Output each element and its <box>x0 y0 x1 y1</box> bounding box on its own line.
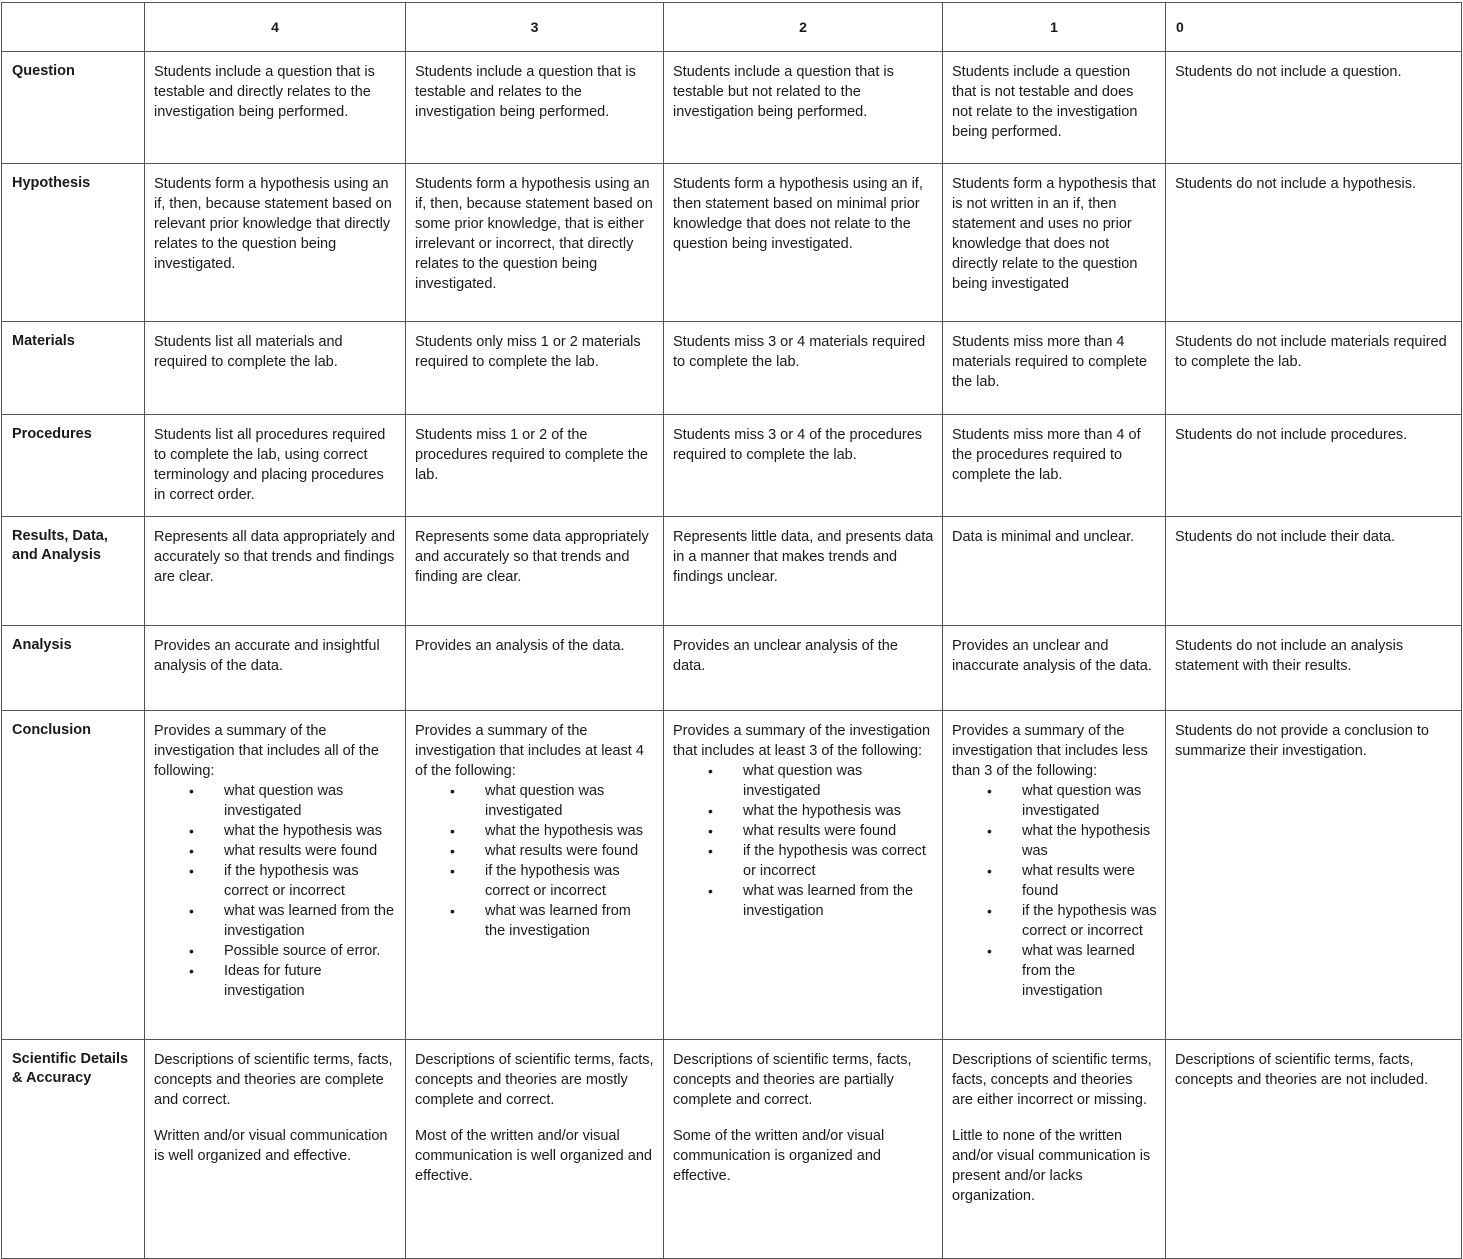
header-level-2: 2 <box>664 3 943 52</box>
scientific-communication: Most of the written and/or visual communication is well organized and effective. <box>415 1128 652 1184</box>
cell-score-0 <box>1166 711 1462 1040</box>
rubric-table <box>1 2 1462 1259</box>
list-item: • what results were found <box>1022 861 1157 901</box>
scientific-description: Descriptions of scientific terms, facts, concepts and theories are mostly complete and correct. <box>415 1052 654 1108</box>
list-item: • what results were found <box>485 841 655 861</box>
conclusion-intro: Provides a summary of the investigation that includes all of the following: <box>154 723 379 779</box>
cell-score-4: Students include a question that is testable and directly relates to the investigation being performed. <box>145 52 406 164</box>
row-label: Procedures <box>2 415 145 517</box>
cell-score-1 <box>943 1040 1166 1259</box>
cell-score-0: Students do not include materials required to complete the lab. <box>1166 322 1462 415</box>
list-item: • if the hypothesis was correct or incorrect <box>1022 901 1157 941</box>
cell-score-2: Provides an unclear analysis of the data. <box>664 626 943 711</box>
cell-score-4 <box>145 1040 406 1259</box>
scientific-communication: Written and/or visual communication is well organized and effective. <box>154 1128 388 1164</box>
list-item: • what question was investigated <box>224 781 397 821</box>
cell-score-4: Students list all procedures required to complete the lab, using correct terminology and placing procedures in correct order. <box>145 415 406 517</box>
row-label: Scientific Details & Accuracy <box>2 1040 145 1259</box>
scientific-communication: Little to none of the written and/or visual communication is present and/or lacks organization. <box>952 1128 1151 1204</box>
header-blank <box>2 3 145 52</box>
scientific-description: Descriptions of scientific terms, facts, concepts and theories are either incorrect or missing. <box>952 1052 1152 1108</box>
cell-score-1: Students form a hypothesis that is not written in an if, then statement and uses no prior knowledge that does not directly relate to the question being investigated <box>943 164 1166 322</box>
cell-score-1 <box>943 711 1166 1040</box>
conclusion-intro: Provides a summary of the investigation that includes less than 3 of the following: <box>952 723 1148 779</box>
header-level-3: 3 <box>406 3 664 52</box>
list-item: • what the hypothesis was <box>485 821 655 841</box>
conclusion-intro: Students do not provide a conclusion to summarize their investigation. <box>1175 723 1429 759</box>
cell-score-3: Students miss 1 or 2 of the procedures required to complete the lab. <box>406 415 664 517</box>
cell-score-0: Students do not include their data. <box>1166 517 1462 626</box>
row-results-data-analysis <box>2 517 1462 626</box>
cell-score-4: Students list all materials and required to complete the lab. <box>145 322 406 415</box>
list-item: • what results were found <box>224 841 397 861</box>
conclusion-intro: Provides a summary of the investigation that includes at least 4 of the following: <box>415 723 644 779</box>
cell-score-0: Students do not include an analysis statement with their results. <box>1166 626 1462 711</box>
conclusion-list <box>415 781 655 941</box>
scientific-communication: Some of the written and/or visual communication is organized and effective. <box>673 1128 885 1184</box>
cell-score-1: Students miss more than 4 of the procedures required to complete the lab. <box>943 415 1166 517</box>
cell-score-4 <box>145 711 406 1040</box>
list-item: • what the hypothesis was <box>743 801 934 821</box>
cell-score-2: Students miss 3 or 4 materials required to complete the lab. <box>664 322 943 415</box>
header-level-4: 4 <box>145 3 406 52</box>
cell-score-1: Students include a question that is not testable and does not relate to the investigation being performed. <box>943 52 1166 164</box>
cell-score-2 <box>664 1040 943 1259</box>
header-level-1: 1 <box>943 3 1166 52</box>
list-item: • what the hypothesis was <box>224 821 397 841</box>
list-item: • what the hypothesis was <box>1022 821 1157 861</box>
cell-score-4: Students form a hypothesis using an if, then, because statement based on relevant prior knowledge that directly relates to the question being investigated. <box>145 164 406 322</box>
cell-score-2 <box>664 711 943 1040</box>
scientific-description: Descriptions of scientific terms, facts, concepts and theories are not included. <box>1175 1052 1429 1088</box>
list-item: • Possible source of error. <box>224 941 397 961</box>
cell-score-1: Students miss more than 4 materials required to complete the lab. <box>943 322 1166 415</box>
cell-score-3: Provides an analysis of the data. <box>406 626 664 711</box>
cell-score-3: Students include a question that is testable and relates to the investigation being performed. <box>406 52 664 164</box>
cell-score-3: Students only miss 1 or 2 materials required to complete the lab. <box>406 322 664 415</box>
row-label: Materials <box>2 322 145 415</box>
row-label: Conclusion <box>2 711 145 1040</box>
cell-score-2: Represents little data, and presents data in a manner that makes trends and findings unclear. <box>664 517 943 626</box>
list-item: • what question was investigated <box>485 781 655 821</box>
cell-score-3 <box>406 1040 664 1259</box>
list-item: • what was learned from the investigation <box>224 901 397 941</box>
list-item: • Ideas for future investigation <box>224 961 397 1001</box>
row-analysis <box>2 626 1462 711</box>
list-item: • if the hypothesis was correct or incorrect <box>224 861 397 901</box>
row-scientific-details <box>2 1040 1462 1259</box>
row-label: Analysis <box>2 626 145 711</box>
cell-score-3 <box>406 711 664 1040</box>
conclusion-list <box>154 781 397 1001</box>
cell-score-0: Students do not include procedures. <box>1166 415 1462 517</box>
row-hypothesis <box>2 164 1462 322</box>
cell-score-3: Represents some data appropriately and accurately so that trends and finding are clear. <box>406 517 664 626</box>
list-item: • if the hypothesis was correct or incorrect <box>743 841 934 881</box>
scientific-description: Descriptions of scientific terms, facts, concepts and theories are complete and correct. <box>154 1052 393 1108</box>
list-item: • what was learned from the investigation <box>485 901 655 941</box>
list-item: • what was learned from the investigation <box>1022 941 1157 1001</box>
list-item: • what results were found <box>743 821 934 841</box>
row-procedures <box>2 415 1462 517</box>
cell-score-4: Provides an accurate and insightful analysis of the data. <box>145 626 406 711</box>
cell-score-4: Represents all data appropriately and accurately so that trends and findings are clear. <box>145 517 406 626</box>
row-question <box>2 52 1462 164</box>
header-row <box>2 3 1462 52</box>
row-label: Results, Data, and Analysis <box>2 517 145 626</box>
header-level-0: 0 <box>1166 3 1462 52</box>
list-item: • what was learned from the investigation <box>743 881 934 921</box>
list-item: • what question was investigated <box>1022 781 1157 821</box>
scientific-description: Descriptions of scientific terms, facts, concepts and theories are partially complete and correct. <box>673 1052 912 1108</box>
cell-score-0 <box>1166 1040 1462 1259</box>
row-label: Question <box>2 52 145 164</box>
cell-score-1: Data is minimal and unclear. <box>943 517 1166 626</box>
cell-score-3: Students form a hypothesis using an if, then, because statement based on some prior knowledge, that is either irrelevant or incorrect, that directly relates to the question being investigated. <box>406 164 664 322</box>
cell-score-0: Students do not include a question. <box>1166 52 1462 164</box>
conclusion-intro: Provides a summary of the investigation that includes at least 3 of the following: <box>673 723 931 759</box>
row-materials <box>2 322 1462 415</box>
list-item: • what question was investigated <box>743 761 934 801</box>
row-label: Hypothesis <box>2 164 145 322</box>
cell-score-0: Students do not include a hypothesis. <box>1166 164 1462 322</box>
list-item: • if the hypothesis was correct or incorrect <box>485 861 655 901</box>
conclusion-list <box>952 781 1157 1001</box>
conclusion-list <box>673 761 934 921</box>
cell-score-1: Provides an unclear and inaccurate analysis of the data. <box>943 626 1166 711</box>
row-conclusion <box>2 711 1462 1040</box>
cell-score-2: Students include a question that is testable but not related to the investigation being performed. <box>664 52 943 164</box>
cell-score-2: Students miss 3 or 4 of the procedures required to complete the lab. <box>664 415 943 517</box>
cell-score-2: Students form a hypothesis using an if, then statement based on minimal prior knowledge that does not relate to the question being investigated. <box>664 164 943 322</box>
